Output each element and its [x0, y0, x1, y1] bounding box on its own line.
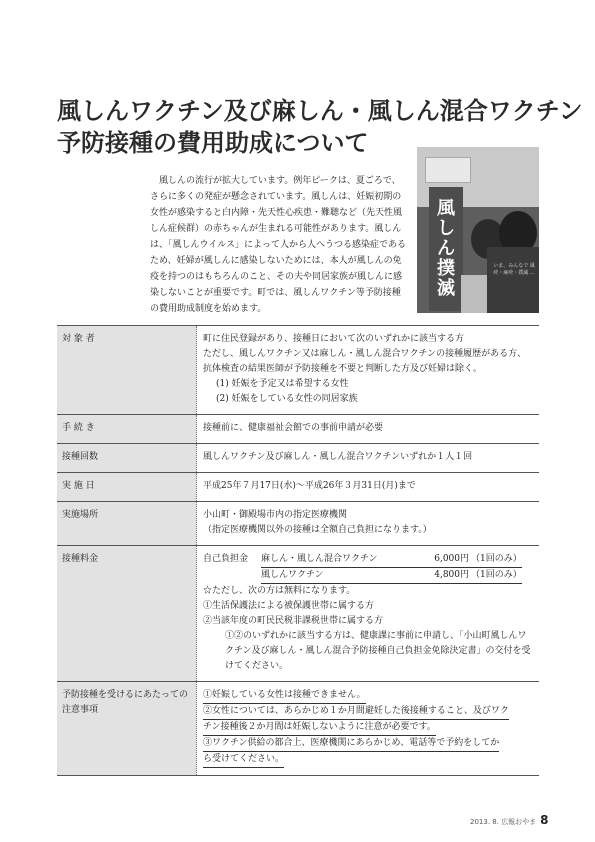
- row-content: 自己負担金 麻しん・風しん混合ワクチン 6,000円 （1回のみ） 風しんワクチン 4,800円 （1回のみ） ☆ただし、次の方は無料になります。 ①生活保護法による被保護世帯に属する方 ②当該年度の町民民税非課税世帯に属する方 ①②のいずれかに該当する方は、健康課に事前に申請し、「小山町風しんワクチン及び麻しん・風しん混合予防接種自己負担金免除決定書」の交付を受けてください。: [197, 546, 540, 682]
- row-label: 実 施 日: [57, 473, 197, 502]
- table-row: [57, 326, 539, 415]
- row-label: 手 続 き: [57, 415, 197, 444]
- row-label: 対 象 者: [57, 326, 197, 415]
- intro-paragraph: 風しんの流行が拡大しています。例年ピークは、夏ごろで、さらに多くの発症が懸念されています。風しんは、妊娠初期の女性が感染すると白内障・先天性心疾患・難聴など（先天性風しん症候群）の赤ちゃんが生まれる可能性があります。風しんは、「風しんウイルス」によって人から人へうつる感染症であるため、妊婦が風しんに感染しないためには、本人が風しんの免疫を持つのはもちろんのこと、その夫や同居家族が風しんに感染しないことが重要です。町では、風しんワクチン等予防接種の費用助成制度を始めます。: [150, 176, 406, 314]
- table-row: [57, 502, 539, 546]
- table-row: [57, 473, 539, 502]
- person-shirt: [487, 247, 539, 313]
- subsidy-table: [57, 325, 539, 776]
- title-line-1: 風しんワクチン及び麻しん・風しん混合ワクチン: [57, 96, 583, 125]
- row-content: 風しんワクチン及び麻しん・風しん混合ワクチンいずれか１人１回: [197, 444, 540, 473]
- issue-label: 2013. 8. 広報おやま: [470, 818, 537, 826]
- row-label: 接種料金: [57, 546, 197, 682]
- shirt-text: いま、みんなで 風疹・麻疹・撲滅 …: [493, 263, 535, 276]
- row-content: 平成25年７月17日(水)～平成26年３月31日(月)まで: [197, 473, 540, 502]
- fee-row: 自己負担金 麻しん・風しん混合ワクチン 6,000円 （1回のみ）: [203, 552, 533, 568]
- row-content: 接種前に、健康福祉会館での事前申請が必要: [197, 415, 540, 444]
- row-label: 予防接種を受けるにあたっての注意事項: [57, 682, 197, 776]
- table-row: [57, 546, 539, 682]
- row-content: 小山町・御殿場市内の指定医療機関 （指定医療機関以外の接種は全額自己負担になります。）: [197, 502, 540, 546]
- row-label: 実施場所: [57, 502, 197, 546]
- table-row: [57, 682, 539, 776]
- campaign-photo: [417, 147, 539, 313]
- page-footer: [470, 813, 549, 827]
- row-content: 町に住民登録があり、接種日において次のいずれかに該当する方 ただし、風しんワクチン又は麻しん・風しん混合ワクチンの接種履歴がある方、抗体検査の結果医師が予防接種を不要と判断した方及び妊婦は除く。 (1) 妊娠を予定又は希望する女性 (2) 妊娠をしている女性の同居家族: [197, 326, 540, 415]
- fee-row: 風しんワクチン 4,800円 （1回のみ）: [203, 568, 533, 584]
- row-content: ①妊娠している女性は接種できません。 ②女性については、あらかじめ１か月間避妊した後接種すること、及びワク チン接種後２か月間は妊娠しないように注意が必要です。 ③ワクチン供給の都合上、医療機関にあらかじめ、電話等で予約をしてか ら受けてください。: [197, 682, 540, 776]
- table-row: [57, 415, 539, 444]
- wall-poster: [425, 157, 471, 183]
- table-row: [57, 444, 539, 473]
- page-number: 8: [540, 813, 549, 827]
- row-label: 接種回数: [57, 444, 197, 473]
- photo-banner: 風しん撲滅: [429, 187, 463, 311]
- title-line-2: 予防接種の費用助成について: [57, 128, 369, 157]
